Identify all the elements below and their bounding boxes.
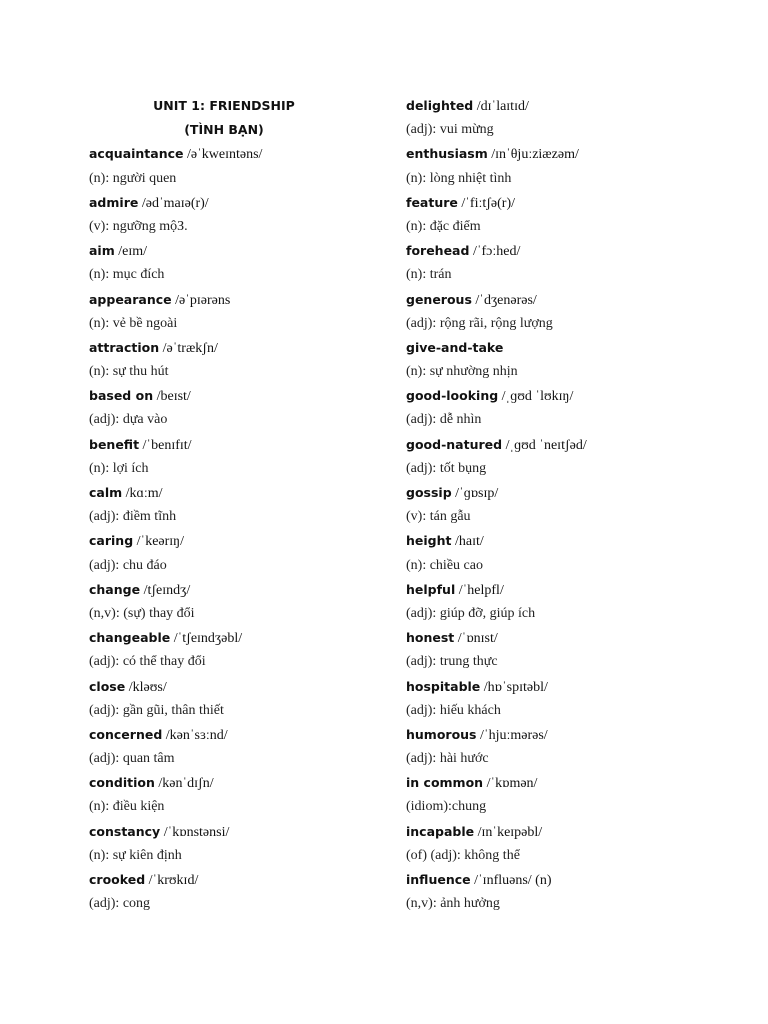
- vocab-entry-headword-line: [89, 679, 379, 703]
- vocab-entry-headword-line: [406, 340, 726, 364]
- vocab-meaning: (n): chiều cao: [406, 557, 483, 573]
- vocab-meaning: (adj): có thể thay đổi: [89, 654, 206, 670]
- vocab-meaning: (adj): giúp đỡ, giúp ích: [406, 605, 536, 621]
- vocab-word: influence: [406, 872, 471, 887]
- vocab-word: incapable: [406, 823, 475, 839]
- vocab-word: aim: [89, 243, 115, 259]
- vocab-pronunciation: /ɪnˈθjuːziæzəm/: [491, 147, 579, 163]
- vocab-pronunciation: /dɪˈlaɪtɪd/: [476, 99, 529, 114]
- vocab-meaning: (n): vẻ bề ngoài: [89, 315, 178, 331]
- vocab-entry-headword-line: [406, 146, 726, 170]
- vocab-word: hospitable: [406, 678, 481, 694]
- vocab-word: forehead: [406, 243, 470, 259]
- left-column: [89, 98, 379, 920]
- vocab-pronunciation: /ˈfiːtʃə(r)/: [461, 195, 516, 211]
- vocab-meaning: (v): tán gẫu: [406, 509, 471, 525]
- vocab-meaning: (v): ngưỡng mộЗ.: [89, 218, 188, 234]
- vocab-entry-headword-line: [406, 872, 726, 896]
- vocab-entry-headword-line: [89, 437, 379, 461]
- vocab-pronunciation: /ˈhjuːmərəs/: [480, 727, 548, 743]
- vocab-meaning: (adj): dựa vào: [89, 412, 168, 428]
- vocab-entry-headword-line: [406, 98, 726, 122]
- vocab-pronunciation: /ˈkɒmən/: [486, 776, 538, 792]
- vocab-word: enthusiasm: [406, 146, 488, 162]
- vocab-entry-headword-line: [89, 388, 379, 412]
- vocab-word: attraction: [89, 339, 160, 355]
- vocab-pronunciation: /ˈɡɒsɪp/: [455, 486, 499, 501]
- vocab-pronunciation: /ɪnˈkeɪpəbl/: [477, 824, 543, 840]
- vocab-word: feature: [406, 194, 458, 210]
- vocab-word: admire: [89, 194, 139, 210]
- vocab-entry-headword-line: [406, 775, 726, 799]
- vocab-word: give-and-take: [406, 339, 504, 355]
- vocab-word: caring: [89, 533, 134, 549]
- vocab-entry-headword-line: [406, 630, 726, 654]
- vocab-word: condition: [89, 775, 155, 791]
- vocab-word: change: [89, 581, 141, 597]
- vocab-entry-headword-line: [406, 582, 726, 606]
- vocab-meaning: (adj): hài hước: [406, 751, 489, 767]
- vocab-pronunciation: /ˈbenɪfɪt/: [142, 437, 192, 453]
- unit-subtitle: (TÌNH BẠN): [184, 122, 264, 138]
- vocab-entry-headword-line: [89, 485, 379, 509]
- vocab-meaning: (n): trán: [406, 267, 452, 283]
- vocab-meaning: (adj): chu đáo: [89, 557, 167, 573]
- vocab-entry-headword-line: [89, 292, 379, 316]
- vocab-word: delighted: [406, 98, 474, 113]
- vocab-pronunciation: /ˈfɔːhed/: [472, 244, 521, 260]
- vocab-pronunciation: /ˈkɒnstənsi/: [163, 824, 230, 840]
- vocab-meaning: (adj): vui mừng: [406, 122, 494, 138]
- vocab-word: close: [89, 678, 126, 694]
- vocab-word: height: [406, 533, 452, 549]
- vocab-word: crooked: [89, 872, 146, 887]
- vocab-word: helpful: [406, 581, 456, 597]
- vocab-pronunciation: /hɒˈspɪtəbl/: [483, 679, 548, 695]
- vocab-pronunciation: /ˈkeərɪŋ/: [136, 534, 184, 550]
- vocab-pronunciation: /ˈtʃeɪndʒəbl/: [173, 631, 243, 647]
- vocab-meaning: (n): người quen: [89, 170, 177, 186]
- vocab-pronunciation: /əˈpɪərəns: [175, 292, 231, 308]
- vocab-meaning: (adj): gần gũi, thân thiết: [89, 702, 224, 718]
- vocab-entry-headword-line: [89, 582, 379, 606]
- vocab-entry-headword-line: [89, 727, 379, 751]
- vocab-meaning: (n,v): ảnh hưởng: [406, 896, 500, 912]
- vocab-meaning: (n): lòng nhiệt tình: [406, 170, 512, 186]
- vocab-pronunciation: /haɪt/: [454, 534, 484, 550]
- vocab-meaning: (n,v): (sự) thay đổi: [89, 605, 195, 621]
- vocab-entry-headword-line: [89, 533, 379, 557]
- vocab-meaning: (adj): điềm tĩnh: [89, 509, 177, 525]
- vocab-pronunciation: /ˌɡʊd ˈlʊkɪŋ/: [501, 389, 574, 405]
- vocab-pronunciation: /ˈɒnɪst/: [457, 631, 498, 647]
- vocab-entry-headword-line: [89, 824, 379, 848]
- vocab-pronunciation: /kləʊs/: [128, 679, 167, 695]
- vocab-entry-headword-line: [406, 533, 726, 557]
- unit-title: UNIT 1: FRIENDSHIP: [153, 98, 295, 113]
- vocab-entry-headword-line: [406, 437, 726, 461]
- right-vocabulary-list: [406, 98, 726, 920]
- vocab-word: constancy: [89, 823, 161, 839]
- vocab-entry-headword-line: [89, 243, 379, 267]
- vocab-meaning: (n): sự kiên định: [89, 847, 182, 863]
- vocab-meaning: (n): đặc điểm: [406, 218, 481, 234]
- vocab-word: good-natured: [406, 436, 503, 452]
- vocab-pronunciation: /tʃeɪndʒ/: [143, 582, 191, 598]
- vocab-word: benefit: [89, 436, 140, 452]
- vocab-word: calm: [89, 485, 123, 500]
- left-vocabulary-list: [89, 146, 379, 920]
- right-column: [406, 98, 726, 920]
- vocab-meaning: (n): lợi ích: [89, 460, 149, 476]
- vocab-word: acquaintance: [89, 146, 184, 162]
- vocab-meaning: (adj): cong: [89, 896, 151, 912]
- vocab-word: honest: [406, 630, 455, 646]
- vocab-entry-headword-line: [406, 824, 726, 848]
- vocab-word: good-looking: [406, 388, 499, 404]
- vocab-meaning: (adj): dễ nhìn: [406, 412, 482, 428]
- vocab-entry-headword-line: [89, 872, 379, 896]
- vocab-meaning: (n): sự thu hút: [89, 364, 169, 380]
- vocab-meaning: (of) (adj): không thể: [406, 847, 520, 863]
- vocab-word: concerned: [89, 726, 163, 742]
- vocab-entry-headword-line: [406, 243, 726, 267]
- vocab-word: generous: [406, 291, 472, 307]
- vocab-entry-headword-line: [406, 485, 726, 509]
- vocab-pronunciation: /ədˈmaɪə(r)/: [141, 195, 209, 211]
- vocab-entry-headword-line: [89, 340, 379, 364]
- vocab-meaning: (n): mục đích: [89, 267, 165, 283]
- vocab-pronunciation: /əˈkweɪntəns/: [187, 147, 263, 163]
- vocab-pronunciation: /ˈɪnfluəns/: [474, 873, 532, 888]
- vocab-entry-headword-line: [406, 195, 726, 219]
- vocab-pronunciation: /kənˈdɪʃn/: [158, 776, 214, 792]
- vocab-part-of-speech: (n): [535, 873, 552, 888]
- vocab-entry-headword-line: [89, 630, 379, 654]
- vocab-word: appearance: [89, 291, 172, 307]
- vocab-meaning: (adj): quan tâm: [89, 751, 175, 767]
- vocab-entry-headword-line: [406, 727, 726, 751]
- vocab-meaning: (adj): trung thực: [406, 654, 498, 670]
- vocab-word: changeable: [89, 630, 171, 646]
- vocab-pronunciation: /eɪm/: [118, 244, 148, 260]
- vocab-pronunciation: /əˈtrækʃn/: [162, 340, 218, 356]
- vocab-entry-headword-line: [89, 195, 379, 219]
- vocab-entry-headword-line: [406, 292, 726, 316]
- vocab-pronunciation: /kənˈsɜːnd/: [165, 727, 228, 743]
- vocab-meaning: (n): điều kiện: [89, 799, 165, 815]
- vocab-meaning: (adj): hiếu khách: [406, 702, 501, 718]
- vocab-pronunciation: /ˈdʒenərəs/: [475, 292, 537, 308]
- vocab-word: based on: [89, 388, 154, 404]
- vocab-pronunciation: /ˈhelpfl/: [458, 582, 504, 598]
- vocab-word: humorous: [406, 726, 477, 742]
- vocab-meaning: (adj): tốt bụng: [406, 460, 487, 476]
- vocab-entry-headword-line: [89, 146, 379, 170]
- vocab-pronunciation: /ˌɡʊd ˈneɪtʃəd/: [505, 437, 587, 453]
- vocab-entry-headword-line: [406, 679, 726, 703]
- vocab-meaning: (n): sự nhường nhịn: [406, 364, 518, 380]
- vocab-entry-headword-line: [89, 775, 379, 799]
- vocab-word: in common: [406, 775, 484, 791]
- vocab-word: gossip: [406, 485, 452, 500]
- vocab-meaning: (adj): rộng rãi, rộng lượng: [406, 315, 553, 331]
- vocab-pronunciation: /ˈkrʊkɪd/: [148, 873, 199, 888]
- vocab-meaning: (idiom):chung: [406, 799, 487, 815]
- vocab-entry-headword-line: [406, 388, 726, 412]
- vocab-pronunciation: /kɑːm/: [125, 486, 163, 501]
- vocab-pronunciation: /beɪst/: [156, 389, 191, 405]
